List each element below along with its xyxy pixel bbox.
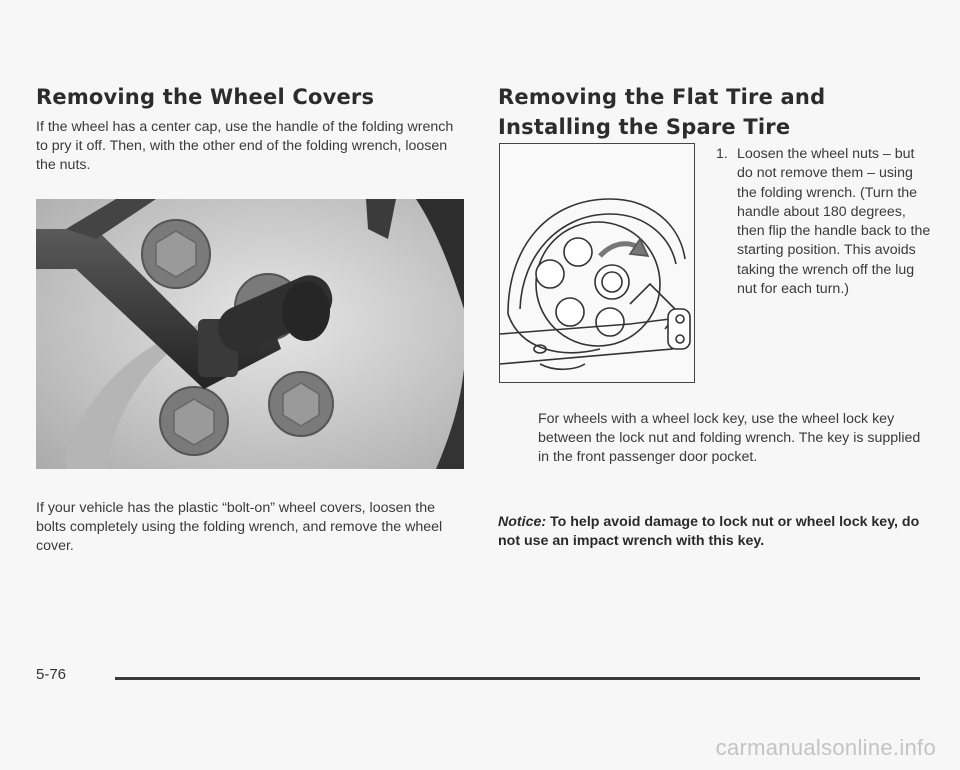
wheel-wrench-illustration — [499, 143, 695, 383]
notice-block — [498, 513, 928, 551]
notice-label: Notice: — [498, 514, 547, 531]
watermark: carmanualsonline.info — [715, 735, 936, 760]
wheel-nut-photo — [36, 199, 464, 469]
step-text: Loosen the wheel nuts – but do not remove them – using the folding wrench. (Turn the handle about 180 degrees, then flip the handle back to the starting position. This avoids taking the wrench off the lug nut for each turn.) — [737, 146, 931, 298]
bolt-on-cover-text: If your vehicle has the plastic “bolt-on” wheel covers, loosen the bolts completely using the folding wrench, and remove the wheel cover. — [36, 500, 443, 554]
notice-text: To help avoid damage to lock nut or wheel lock key, do not use an impact wrench with this key. — [498, 514, 920, 550]
page-number: 5-76 — [36, 666, 67, 683]
step-1 — [716, 145, 931, 299]
wheel-lock-key-text: For wheels with a wheel lock key, use the wheel lock key between the lock nut and folding wrench. The key is supplied in the front passenger door pocket. — [538, 411, 921, 465]
heading-removing-wheel-covers: Removing the Wheel Covers — [36, 85, 375, 109]
wheel-cover-intro-text: If the wheel has a center cap, use the handle of the folding wrench to pry it off. Then, with the other end of the folding wrench, loosen the nuts. — [36, 119, 454, 173]
heading-removing-flat-tire: Removing the Flat Tire and Installing the Spare Tire — [498, 85, 826, 139]
step-number: 1. — [716, 146, 728, 162]
footer-rule — [115, 677, 920, 680]
